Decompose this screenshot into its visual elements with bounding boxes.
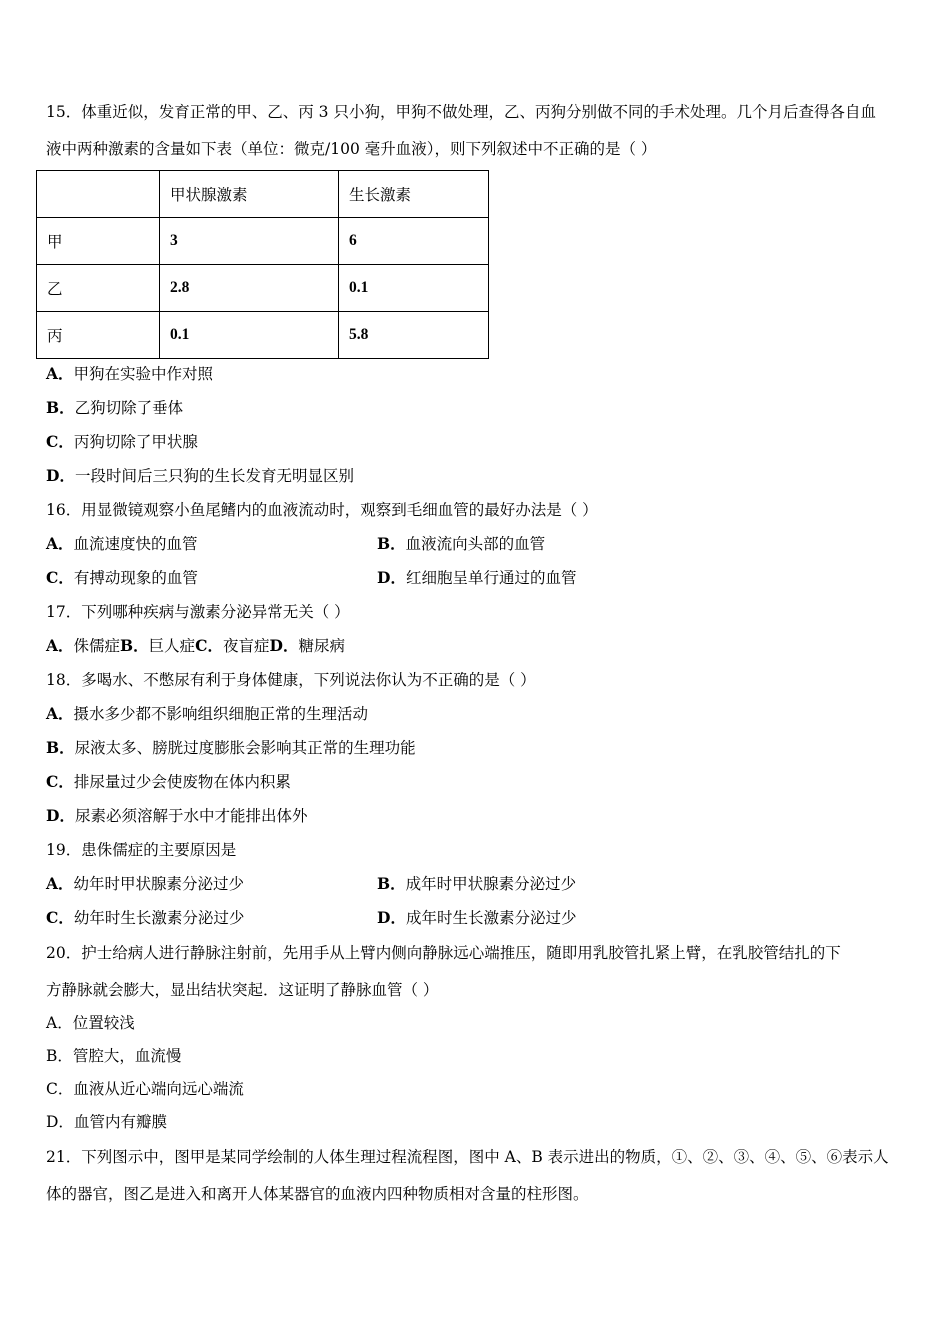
q19-option-b [377,874,576,894]
table-cell: 0.1 [160,312,339,359]
table-header-cell: 甲状腺激素 [160,171,339,218]
option-text: 有搏动现象的血管 [73,569,198,587]
q16-option-a [46,534,198,554]
option-label: B． [46,1047,73,1065]
q21-stem-line1: 21．下列图示中，图甲是某同学绘制的人体生理过程流程图，图中 A、B 表示进出的物质，①、②、③、④、⑤、⑥表示人 [46,1148,889,1166]
q15-option-b [46,398,183,418]
option-text: 丙狗切除了甲状腺 [73,433,198,451]
option-label: B． [120,636,149,655]
option-text: 排尿量过少会使废物在体内积累 [73,773,291,791]
q18-option-a [46,704,368,724]
q19-option-c [46,908,244,928]
hormone-table [36,170,489,359]
option-label: D． [46,466,75,485]
option-text: 糖尿病 [298,637,345,655]
option-label: A． [46,874,74,893]
option-label: A． [46,534,74,553]
option-text: 幼年时生长激素分泌过少 [73,909,245,927]
option-text: 位置较浅 [72,1014,135,1032]
table-cell: 6 [339,218,489,265]
table-row-label: 甲 [37,218,160,265]
q17-options [46,636,345,656]
option-label: C． [46,908,74,927]
option-label: A． [46,364,74,383]
option-label: D． [377,908,406,927]
option-text: 一段时间后三只狗的生长发育无明显区别 [74,467,354,485]
option-text: 血液从近心端向远心端流 [73,1080,244,1098]
q19-stem: 19．患侏儒症的主要原因是 [46,841,237,859]
option-text: 夜盲症 [223,637,270,655]
q16-option-b [377,534,545,554]
q20-stem-line1: 20．护士给病人进行静脉注射前，先用手从上臂内侧向静脉远心端推压，随即用乳胶管扎紧上臂，在乳胶管结扎的下 [46,944,841,962]
option-label: C． [46,1080,74,1098]
option-text: 成年时甲状腺素分泌过少 [405,875,577,893]
option-label: C． [46,568,74,587]
q15-option-d [46,466,354,486]
q18-option-d [46,806,307,826]
q16-stem: 16．用显微镜观察小鱼尾鳍内的血液流动时，观察到毛细血管的最好办法是（ ） [46,501,598,519]
table-row-label: 乙 [37,265,160,312]
q19-option-a [46,874,244,894]
q17-stem: 17．下列哪种疾病与激素分泌异常无关（ ） [46,603,350,621]
q15-stem-line1: 15．体重近似，发育正常的甲、乙、丙 3 只小狗，甲狗不做处理，乙、丙狗分别做不同的手术处理。几个月后查得各自血 [46,103,876,121]
option-label: D． [269,636,299,655]
table-header-row [37,171,489,218]
q20-stem-line2: 方静脉就会膨大，显出结状突起．这证明了静脉血管（ ） [46,981,439,999]
option-text: 乙狗切除了垂体 [74,399,184,417]
option-text: 管腔大，血流慢 [72,1047,182,1065]
option-text: 血管内有瓣膜 [73,1113,167,1131]
table-cell: 5.8 [339,312,489,359]
q15-stem-line2: 液中两种激素的含量如下表（单位：微克/100 毫升血液），则下列叙述中不正确的是（ ） [46,140,657,158]
table-row [37,265,489,312]
q21-stem-line2: 体的器官，图乙是进入和离开人体某器官的血液内四种物质相对含量的柱形图。 [46,1185,589,1203]
option-text: 尿液太多、膀胱过度膨胀会影响其正常的生理功能 [74,739,416,757]
option-text: 血流速度快的血管 [73,535,198,553]
table-cell: 0.1 [339,265,489,312]
table-header-cell [37,171,160,218]
q20-option-a [46,1013,135,1033]
q16-option-d [377,568,576,588]
q18-option-c [46,772,291,792]
q18-stem: 18．多喝水、不憋尿有利于身体健康，下列说法你认为不正确的是（ ） [46,671,536,689]
table-cell: 3 [160,218,339,265]
q15-option-c [46,432,198,452]
q20-option-b [46,1046,181,1066]
table-row-label: 丙 [37,312,160,359]
table-row [37,218,489,265]
q20-option-c [46,1079,244,1099]
option-text: 摄水多少都不影响组织细胞正常的生理活动 [73,705,369,723]
option-label: C． [195,636,224,655]
option-label: A． [46,1014,73,1032]
option-label: A． [46,636,74,655]
option-text: 巨人症 [148,637,196,655]
option-text: 血液流向头部的血管 [405,535,546,553]
table-cell: 2.8 [160,265,339,312]
option-label: C． [46,432,74,451]
option-text: 侏儒症 [73,637,121,655]
option-text: 幼年时甲状腺素分泌过少 [73,875,245,893]
option-label: B． [46,738,75,757]
option-label: B． [377,534,406,553]
option-label: D． [46,1113,74,1131]
option-text: 尿素必须溶解于水中才能排出体外 [74,807,308,825]
option-label: D． [46,806,75,825]
q18-option-b [46,738,416,758]
table-row [37,312,489,359]
option-label: A． [46,704,74,723]
option-text: 甲狗在实验中作对照 [73,365,214,383]
q16-option-c [46,568,198,588]
q19-option-d [377,908,576,928]
option-text: 红细胞呈单行通过的血管 [405,569,577,587]
option-label: C． [46,772,74,791]
q20-option-d [46,1112,167,1132]
option-label: D． [377,568,406,587]
option-label: B． [46,398,75,417]
option-text: 成年时生长激素分泌过少 [405,909,577,927]
table-header-cell: 生长激素 [339,171,489,218]
q15-option-a [46,364,213,384]
option-label: B． [377,874,406,893]
